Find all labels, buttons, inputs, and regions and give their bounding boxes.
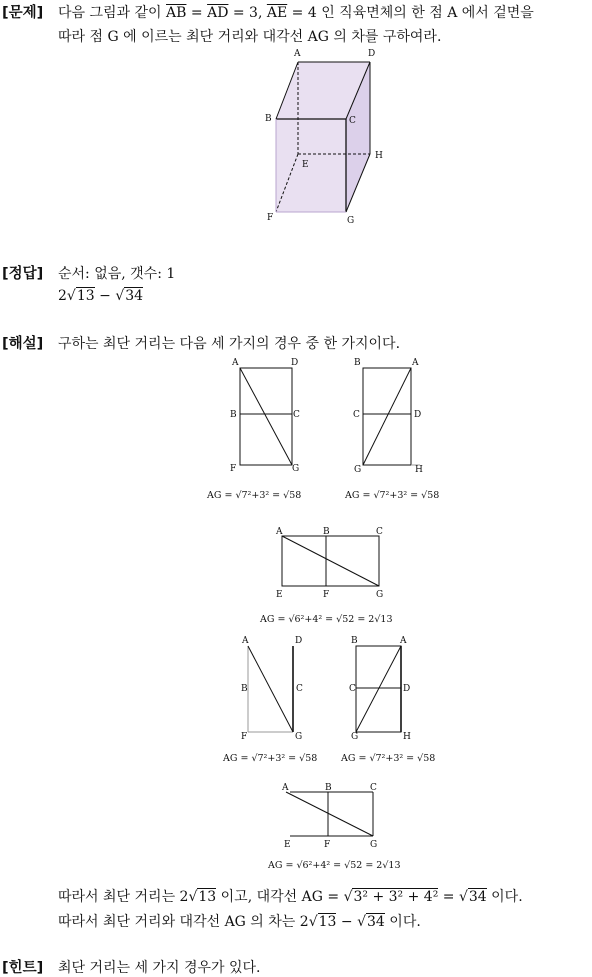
svg-text:G: G — [295, 732, 303, 742]
unfold-diagram-4 — [218, 632, 323, 767]
caption-3: AG = √6²+4² = √52 = 2√13 — [260, 614, 393, 625]
problem-line1: 다음 그림과 같이 $\overline{AB} = \overline{AD} = 3$, $\overline{AE} = 4$ 인 직육면체의 한 점 A 에서 겉면을 — [58, 5, 534, 21]
problem-line2: 따라 점 G 에 이르는 최단 거리와 대각선 AG 의 차를 구하여라. — [58, 29, 442, 45]
unfold-diagram-2 — [340, 354, 450, 504]
unfold-diagram-6 — [260, 778, 410, 873]
solution-intro: 구하는 최단 거리는 다음 세 가지의 경우 중 한 가지이다. — [58, 336, 401, 352]
svg-text:B: B — [241, 684, 248, 694]
unfold-diagram-1 — [205, 354, 315, 504]
svg-text:B: B — [354, 358, 361, 368]
svg-text:A: A — [232, 358, 239, 368]
svg-text:A: A — [412, 358, 419, 368]
svg-text:C: C — [370, 783, 377, 793]
svg-text:A: A — [282, 783, 289, 793]
caption-1: AG = √7²+3² = √58 — [207, 490, 302, 501]
svg-text:C: C — [349, 684, 356, 694]
svg-text:A: A — [400, 636, 407, 646]
svg-text:H: H — [415, 465, 423, 475]
svg-text:C: C — [293, 410, 300, 420]
svg-text:G: G — [354, 465, 362, 475]
caption-4: AG = √7²+3² = √58 — [223, 753, 318, 764]
vertex-C: C — [349, 116, 356, 126]
svg-text:B: B — [325, 783, 332, 793]
svg-text:A: A — [242, 636, 249, 646]
svg-text:D: D — [403, 684, 411, 694]
vertex-A: A — [294, 49, 301, 59]
svg-text:H: H — [403, 732, 411, 742]
svg-text:F: F — [324, 840, 331, 850]
svg-text:C: C — [353, 410, 360, 420]
unfold-diagram-5 — [338, 632, 443, 767]
svg-text:G: G — [292, 464, 300, 474]
svg-text:D: D — [291, 358, 299, 368]
svg-text:B: B — [230, 410, 237, 420]
unfold-diagram-3 — [255, 522, 415, 627]
svg-text:G: G — [376, 590, 384, 600]
vertex-E: E — [302, 160, 309, 170]
answer-expression: 2√13 − √34 — [58, 288, 144, 304]
conclusion-line1: 따라서 최단 거리는 2√13 이고, 대각선 AG = √3² + 3² + 4² = √34 이다. — [58, 889, 523, 905]
svg-text:E: E — [276, 590, 283, 600]
hint-label: [힌트] — [2, 960, 44, 976]
svg-text:F: F — [323, 590, 330, 600]
svg-text:F: F — [241, 732, 248, 742]
svg-text:C: C — [376, 527, 383, 537]
answer-label: [정답] — [2, 266, 44, 282]
conclusion-line2: 따라서 최단 거리와 대각선 AG 의 차는 2√13 − √34 이다. — [58, 914, 421, 930]
solution-label: [해설] — [2, 336, 44, 352]
caption-6: AG = √6²+4² = √52 = 2√13 — [268, 860, 401, 871]
hint-text: 최단 거리는 세 가지 경우가 있다. — [58, 960, 261, 976]
caption-5: AG = √7²+3² = √58 — [341, 753, 436, 764]
vertex-F: F — [267, 213, 274, 223]
answer-line1: 순서: 없음, 갯수: 1 — [58, 266, 176, 282]
cuboid-figure — [258, 44, 398, 229]
caption-2: AG = √7²+3² = √58 — [345, 490, 440, 501]
svg-text:G: G — [370, 840, 378, 850]
vertex-D: D — [368, 49, 376, 59]
vertex-H: H — [375, 151, 383, 161]
problem-label: [문제] — [2, 5, 44, 21]
svg-text:A: A — [276, 527, 283, 537]
svg-text:C: C — [296, 684, 303, 694]
vertex-G: G — [347, 216, 355, 226]
vertex-B: B — [265, 114, 272, 124]
svg-text:D: D — [414, 410, 422, 420]
svg-text:E: E — [284, 840, 291, 850]
svg-text:B: B — [323, 527, 330, 537]
svg-text:F: F — [230, 464, 237, 474]
svg-text:B: B — [351, 636, 358, 646]
svg-text:G: G — [351, 732, 359, 742]
svg-text:D: D — [295, 636, 303, 646]
